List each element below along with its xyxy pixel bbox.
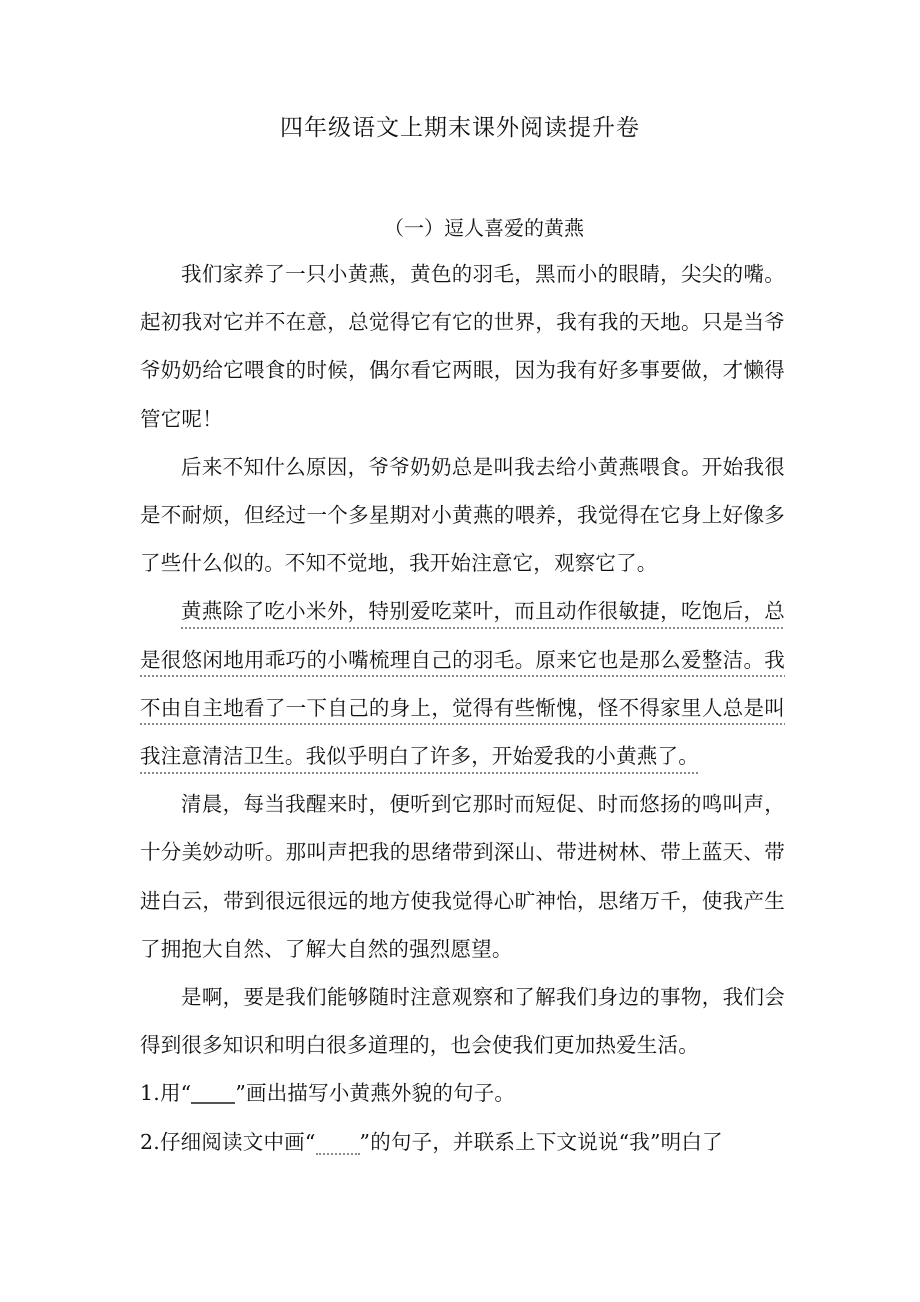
underlined-sentence: 黄燕除了吃小米外，特别爱吃菜叶，而且动作很敏捷，吃饱后，总是很悠闲地用乖巧的小嘴梳理自己的羽毛。原来它也是那么爱整洁。我不由自主地看了一下自己的身上，觉得有些惭愧，怪不得家里人总是叫我注意清洁卫生。我似乎明白了许多，开始爱我的小黄燕了。 [140,599,785,769]
paragraph-3-underlined [140,587,785,780]
page-title: 四年级语文上期末课外阅读提升卷 [280,115,640,141]
wavy-underline-marker [316,1135,360,1155]
question-1-suffix: ”画出描写小黄燕外貌的句子。 [235,1081,516,1106]
question-1 [140,1069,785,1117]
question-1-prefix: 1.用“ [140,1081,192,1106]
reading-passage [140,250,785,1166]
solid-underline-marker [191,1084,235,1104]
section-title: （一）逗人喜爱的黄燕 [384,216,584,240]
question-2-suffix: ”的句子，并联系上下文说说“我”明白了 [359,1129,723,1154]
question-2-prefix: 2.仔细阅读文中画“ [140,1129,316,1154]
paragraph-4: 清晨，每当我醒来时，便听到它那时而短促、时而悠扬的鸣叫声，十分美妙动听。那叫声把我的思绪带到深山、带进树林、带上蓝天、带进白云，带到很远很远的地方使我觉得心旷神怡，思绪万千，使我产生了拥抱大自然、了解大自然的强烈愿望。 [140,792,785,961]
question-2 [140,1118,785,1166]
paragraph-2: 后来不知什么原因，爷爷奶奶总是叫我去给小黄燕喂食。开始我很是不耐烦，但经过一个多星期对小黄燕的喂养，我觉得在它身上好像多了些什么似的。不知不觉地，我开始注意它，观察它了。 [140,454,785,576]
paragraph-5: 是啊，要是我们能够随时注意观察和了解我们身边的事物，我们会得到很多知识和明白很多道理的，也会使我们更加热爱生活。 [140,985,785,1058]
paragraph-1: 我们家养了一只小黄燕，黄色的羽毛，黑而小的眼睛，尖尖的嘴。起初我对它并不在意，总觉得它有它的世界，我有我的天地。只是当爷爷奶奶给它喂食的时候，偶尔看它两眼，因为我有好多事要做，才懒得管它呢！ [140,262,785,431]
